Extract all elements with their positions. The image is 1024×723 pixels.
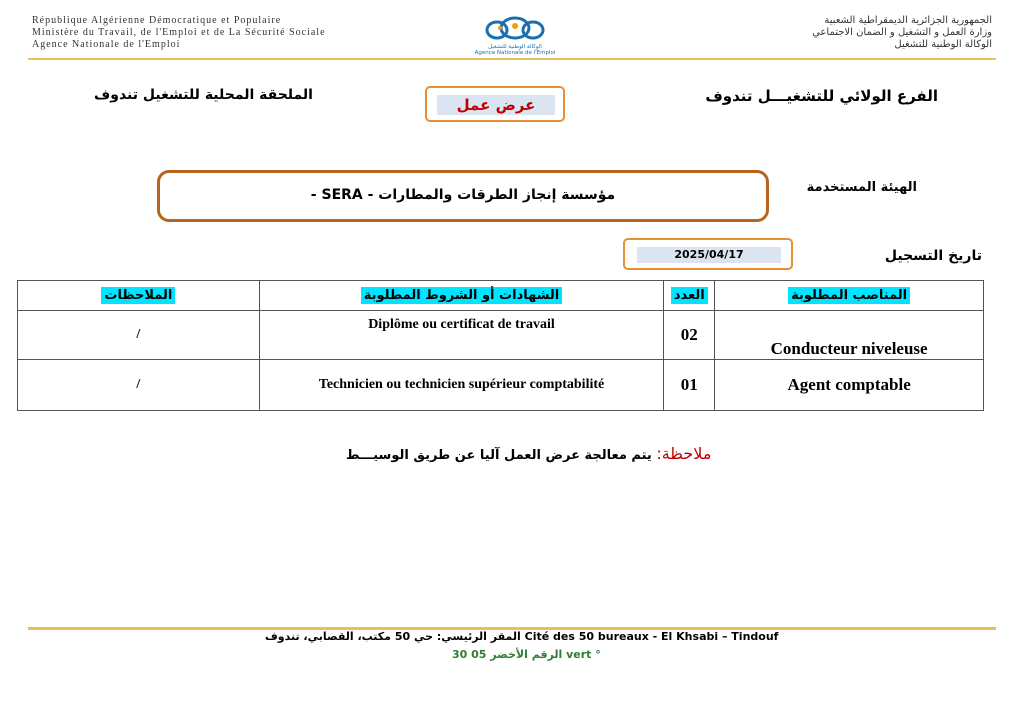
- header-requirements: [259, 281, 664, 311]
- annex-title: الملحقة المحلية للتشغيل تندوف: [94, 87, 313, 103]
- table-header-row: [18, 281, 984, 311]
- header-positions: [715, 281, 984, 311]
- processing-note: [346, 444, 711, 463]
- row-count: 01: [664, 360, 715, 411]
- header-divider: [28, 58, 996, 60]
- logo-caption-ar: الوكالة الوطنية للتشغيل: [488, 44, 542, 50]
- header-french: [32, 15, 432, 51]
- row-remark: /: [18, 360, 260, 411]
- branch-title: الفرع الولائي للتشغيـــل تندوف: [705, 87, 938, 105]
- logo-caption: [440, 44, 590, 56]
- row-remark: /: [18, 311, 260, 360]
- note-text: يتم معالجة عرض العمل آليا عن طريق الوسيـــط: [346, 448, 652, 463]
- footer-address: المقر الرئيسي: حي 50 مكتب، القصابي، تندوف Cité des 50 bureaux - El Khsabi – Tindouf: [265, 630, 779, 643]
- table-row: [18, 311, 984, 360]
- row-count: 02: [664, 311, 715, 360]
- header-fr-line-1: République Algérienne Démocratique et Populaire: [32, 15, 282, 26]
- jobs-table: [17, 280, 984, 411]
- registration-date: 2025/04/17: [637, 247, 781, 263]
- footer-green-number: الرقم الأخضر 05 30 vert °: [452, 648, 601, 661]
- header-fr-line-2: Ministère du Travail, de l'Emploi et de La Sécurité Sociale: [32, 27, 326, 38]
- row-position: Conducteur niveleuse: [715, 311, 984, 360]
- employer-label: الهيئة المستخدمة: [806, 180, 917, 195]
- header-fr-line-3: Agence Nationale de l'Emploi: [32, 39, 181, 50]
- header-count-label: العدد: [671, 287, 708, 304]
- header-ar-line-3: الوكالة الوطنية للتشغيل: [894, 39, 992, 50]
- row-requirement: Technicien ou technicien supérieur comptabilité: [259, 360, 664, 411]
- employer-name: مؤسسة إنجاز الطرقات والمطارات - SERA -: [157, 170, 769, 222]
- header-requirements-label: الشهادات أو الشروط المطلوبة: [361, 287, 563, 304]
- table-row: [18, 360, 984, 411]
- header-ar-line-2: وزارة العمل و التشغيل و الضمان الاجتماعي: [812, 27, 992, 38]
- header-positions-label: المناصب المطلوبة: [788, 287, 910, 304]
- row-position: Agent comptable: [715, 360, 984, 411]
- header-remarks: [18, 281, 260, 311]
- offer-title: عرض عمل: [437, 95, 555, 115]
- registration-date-box: [623, 238, 793, 270]
- logo-caption-fr: Agence Nationale de l'Emploi: [474, 50, 556, 56]
- note-label: ملاحظة:: [656, 444, 712, 463]
- header-remarks-label: الملاحظات: [101, 287, 175, 304]
- header-arabic: [572, 15, 992, 51]
- header-ar-line-1: الجمهورية الجزائرية الديمقراطية الشعبية: [824, 15, 992, 26]
- offer-title-box: [425, 86, 565, 122]
- header-count: [664, 281, 715, 311]
- registration-date-label: تاريخ التسجيل: [884, 248, 982, 264]
- row-requirement: Diplôme ou certificat de travail: [259, 311, 664, 360]
